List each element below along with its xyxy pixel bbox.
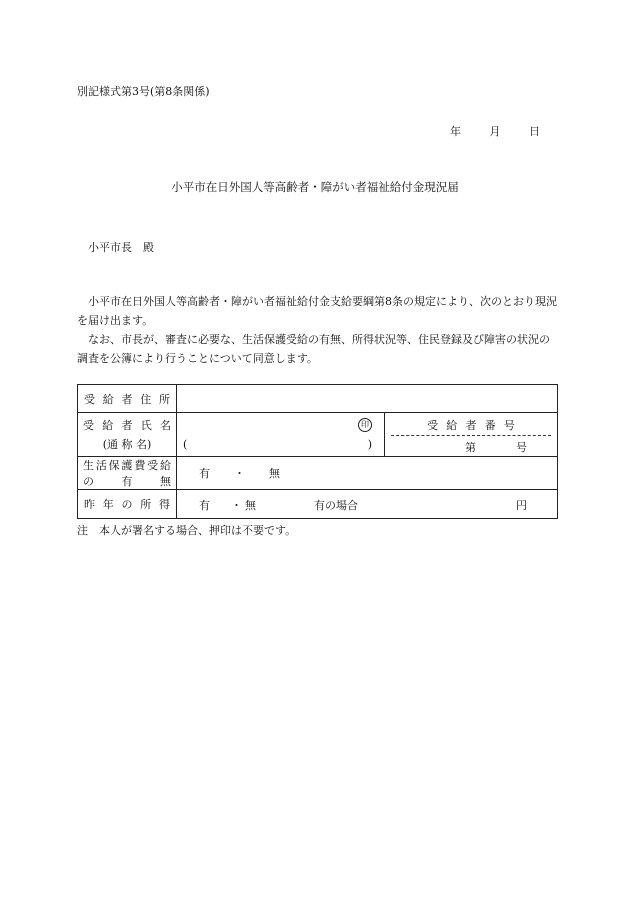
row-address [78, 385, 558, 413]
form-number: 別記様式第3号(第8条関係) [77, 85, 210, 98]
recipient-number-field[interactable] [385, 413, 558, 457]
welfare-label-line-1: 生 活 保 護 費 受 給 [83, 459, 171, 472]
welfare-options [177, 465, 557, 481]
income-dot: ・ [231, 499, 242, 512]
name-label-text: 受 給 者 氏 名 [83, 419, 171, 432]
row-income [78, 490, 558, 519]
income-if-yes-label: 有の場合 [314, 499, 358, 512]
date-day: 日 [529, 125, 540, 138]
seal-icon: 印 [358, 418, 372, 432]
recipient-number-label: 受 給 者 番 号 [427, 419, 515, 432]
document-title: 小平市在日外国人等高齢者・障がい者福祉給付金現況届 [171, 180, 459, 194]
row-welfare [78, 457, 558, 490]
address-field[interactable] [177, 385, 558, 413]
income-yes[interactable]: 有 [199, 499, 210, 512]
welfare-field[interactable] [177, 457, 558, 490]
income-no[interactable]: 無 [245, 499, 256, 512]
row-name [78, 413, 558, 457]
date-line [450, 123, 540, 139]
income-unit: 円 [516, 499, 527, 512]
income-label [78, 490, 177, 519]
name-label [78, 413, 177, 457]
welfare-label-line-2: の 有 無 [83, 475, 171, 488]
name-field[interactable] [177, 413, 385, 457]
addressee: 小平市長 殿 [88, 241, 154, 254]
recipient-number-value: 第 号 [465, 441, 527, 454]
paragraph-2: なお、市長が、審査に必要な、生活保護受給の有無、所得状況等、住民登録及び障害の状況の調査を公簿により行うことについて同意します。 [77, 333, 550, 365]
date-year: 年 [450, 125, 461, 138]
alias-paren-open: ( [183, 438, 188, 451]
paragraph-1: 小平市在日外国人等高齢者・障がい者福祉給付金支給要綱第8条の規定により、次のとおり現況を届け出ます。 [77, 295, 557, 327]
note: 注 本人が署名する場合、押印は不要です。 [77, 524, 297, 537]
address-label-text: 受 給 者 住 所 [84, 392, 170, 406]
income-field[interactable] [177, 490, 558, 519]
income-label-text: 昨 年 の 所 得 [84, 498, 170, 511]
alias-paren-close: ) [367, 438, 372, 451]
alias-label: (通 称 名) [102, 438, 152, 451]
welfare-dot: ・ [234, 467, 245, 480]
dashed-separator [391, 435, 551, 436]
address-label [78, 385, 177, 413]
welfare-yes[interactable]: 有 [199, 467, 210, 480]
date-month: 月 [489, 125, 501, 138]
welfare-label [78, 457, 177, 490]
welfare-no[interactable]: 無 [269, 467, 280, 480]
form-table [77, 384, 558, 519]
